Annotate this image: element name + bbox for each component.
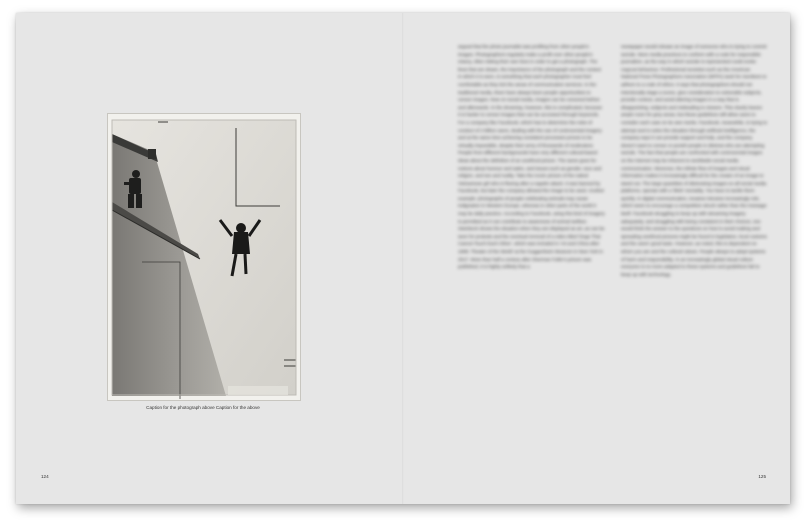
book-spread [16, 13, 790, 504]
photograph-image [108, 114, 300, 400]
column-1-text: argued that the photo journalist was profiting from other people's images. Photographers regularly make a profit over other people's misery, often risking their own lives in order to get a photograph. The lines that are drawn, the importance of the photograph and the context in which it is seen, is something that each photographer must feel comfortable as they tick the areas of communication services. In the traditional media, there have always been people opportunities to censor images. Now on social media, images can be censored before and afterwards. In the drowning, however, this is complicated, because it is harder to censor images that can be accessed through keywords. For a company like Facebook, which has to determine the rules of conduct of 2 billion users, dealing with the use of controversial imagery and at the same time achieving consistent processes proves to be virtually impossible, despite their army of thousands of moderators. People from different backgrounds have very different cultural-based ideas about the definition of an unethical picture. The same goes for notions about humour and satire, and issues such as gender, race and religion, and sex and nudity. Take the iconic picture of the naked Vietnamese girl who is fleeing after a napalm attack. It was banned by Facebook, but later the company allowed the image to be used. Another example: photographs of people celebrating animals may cause indignation in Western Europe, whereas in other parts of the world it may be daily practice. According to Facebook, using this kind of imagery is permitted as it can contribute to awareness of animal welfare. Steinbeck shows the situation when they are displayed as art, as can be seen for protests and the eventual removal of a video titled 'Dogs That Cannot Touch Each Other', which was included in 'Art and China after 1989: Theater of the World' at the Guggenheim Museum in New York in 2017. More than half a century after Sherman Fuller's picture was published, it is highly unlikely that a [458, 44, 605, 270]
left-page [16, 13, 403, 504]
page-number-left: 124 [41, 474, 49, 479]
photo-caption: Caption for the photograph above Caption for the above [146, 405, 260, 410]
column-2-text: newspaper would release an image of someone who is trying to commit suicide. More media practices to conform with a code for responsible journalism, as the way in which suicide is represented could evoke copycat behaviour. Professional societies such as the American National Press Photographers Association (NPPA) seek for members to adhere to a code of ethics. It says that photographers should not intentionally stage a scene, give consideration to vulnerable subjects, provide context, and avoid altering images in a way that is disappointing, subjects and misleading to viewers. This clearly leaves ample room for grey areas, but these guidelines still allow users to consider each case on its own merits. Facebook, meanwhile, is trying to attempt and to solve the situation through artificial intelligence, the company says it can provide support and help, and the company doesn't want to censor or punish people in distress who are attempting suicide. The fact that people are confronted with controversial images on the Internet may be inherent to worldwide social media communication. Moreover, the infinite flow of images and visual information makes it increasingly difficult for the creator of an image to stand out. The large quantities of distressing images on all social media platforms, operate with a 'blink' mentality. You have to tackle them quickly. In digital communication, invasive intrusive increasingly rule, which seem to encourage a competition struck rather than the message itself. Facebook struggling to keep up with streaming imagery adequately, and struggling with being consistent in their choices, one would think the answer to the questions on how to avoid making and spreading unethical pictures might be found in legislation, local customs and the users' good taste. However, as noted, this is dependent on whom you are and the cultural values. People always to adopt systems of harm and responsibility. In an increasingly global visual culture everyone is no more adapted to these systems and guidelines fail to keep up with technology. [621, 44, 768, 277]
photograph [107, 113, 301, 401]
text-column-1 [458, 43, 605, 271]
page-number-right: 125 [758, 474, 766, 479]
right-page [403, 13, 790, 504]
text-column-2 [621, 43, 768, 278]
